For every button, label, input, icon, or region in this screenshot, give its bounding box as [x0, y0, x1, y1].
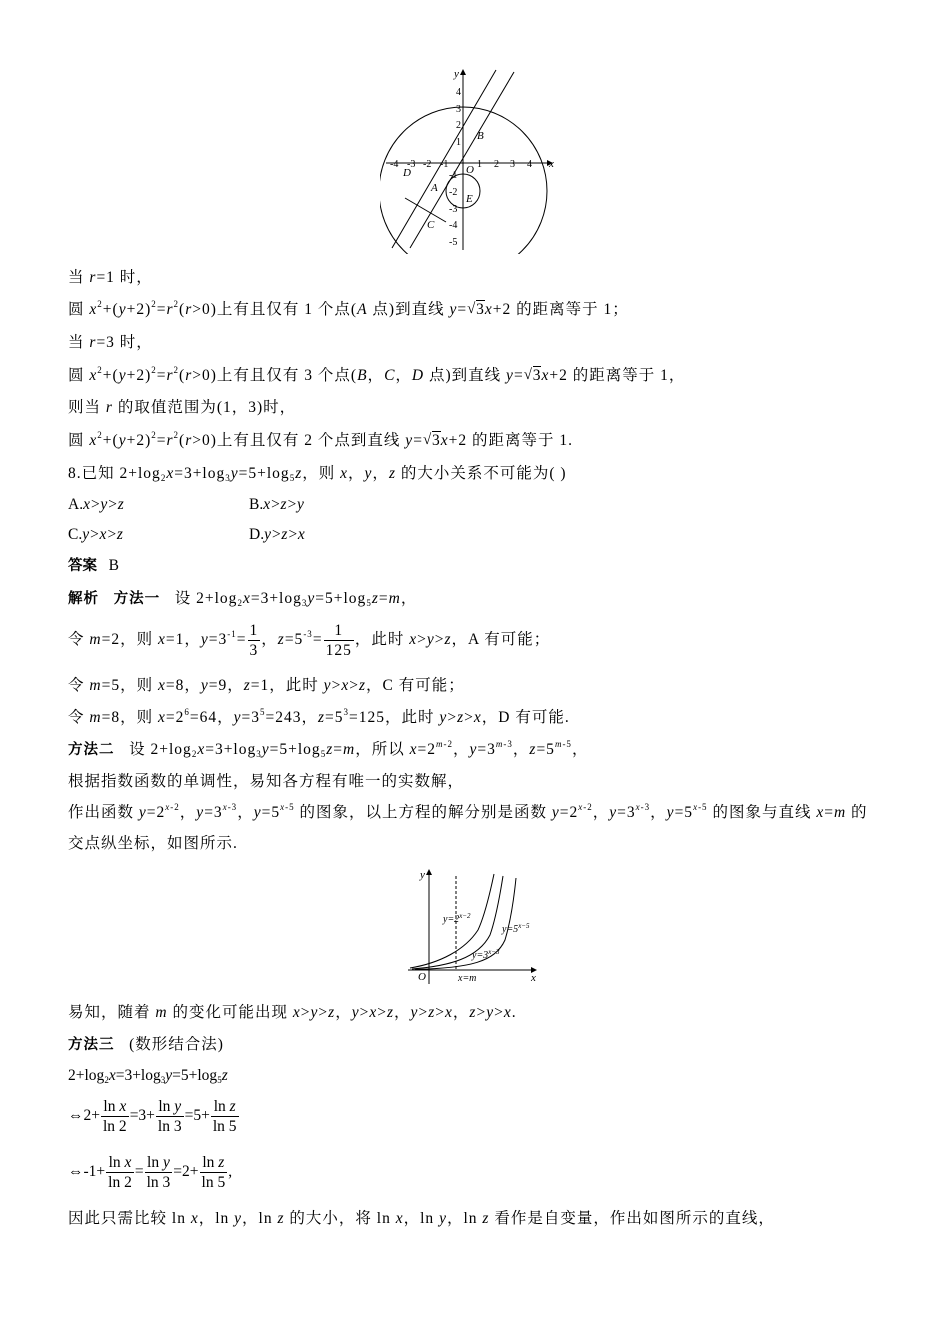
point-d-label: D	[403, 167, 411, 179]
point-a-label: A	[431, 182, 438, 194]
point-b-label: B	[477, 130, 484, 142]
label-x-m: x=m	[458, 973, 477, 984]
line-r-range: 则当 r 的取值范围为(1，3)时，	[68, 399, 297, 416]
fig2-x-label: x	[531, 972, 536, 984]
fig1-ytick: -1	[449, 170, 458, 181]
label-3: $y=3^{x-3}$	[472, 948, 500, 961]
eq-log: $2+\log_2x=3+\log_3y=5+\log_5z$	[68, 1067, 228, 1085]
line-r3: 当 r=3 时，	[68, 334, 153, 351]
option-b: B.x>z>y	[249, 496, 304, 513]
figure-circle-lines	[380, 64, 570, 254]
easy-line: 易知，随着 m 的变化可能出现 x>y>z，y>x>z，y>z>x，z>y>x.	[68, 1004, 517, 1021]
fig1-xtick: 3	[510, 159, 515, 170]
method2: 方法二 设 $2+\log_2x=3+\log_3y=5+\log_5z=m$，所以 $x=2^{m-2}$，$y=3^{m-3}$，$z=5^{m-5}$，	[68, 739, 589, 759]
perp-segment	[405, 198, 446, 222]
fig1-xtick: -4	[390, 159, 399, 170]
fig1-xtick: -1	[440, 159, 449, 170]
option-c: C.y>x>z	[68, 526, 123, 543]
line-r1: 当 r=1 时，	[68, 269, 153, 286]
fig1-xtick: 4	[527, 159, 532, 170]
question-8: 8.已知 $2+\log_2x=3+\log_3y=5+\log_5z$，则 x，y，z 的大小关系不可能为( )	[68, 465, 567, 483]
monotonic-line: 根据指数函数的单调性，易知各方程有唯一的实数解，	[68, 773, 465, 790]
figure-exponential	[405, 866, 545, 988]
intersect-line: 交点纵坐标，如图所示.	[68, 835, 238, 852]
fig1-origin: O	[466, 164, 474, 176]
fig1-ytick: -5	[449, 237, 458, 248]
fig1-ytick: 1	[456, 137, 461, 148]
fig1-y-label: y	[454, 68, 459, 80]
line-circle-2: 圆 $x^2+(y+2)^2=r^2(r>0)$上有且仅有 2 个点到直线 y= √ 3x+2 的距离等于 1.	[68, 430, 573, 449]
case-m2: 令 m=2，则 x=1，$y=3^{-1}=$ $\frac{1}{3}$ ，$z=5^{-3}=$ $\frac{1}{125}$ ，此时 x>y>z，A 有可能；	[68, 621, 551, 659]
fig2-origin: O	[418, 971, 426, 983]
fig1-x-label: x	[549, 158, 554, 170]
solution-method1: 解析 方法一 设 $2+\log_2x=3+\log_3y=5+\log_5z=m$，	[68, 590, 418, 608]
last-line: 因此只需比较 ln x，ln y，ln z 的大小，将 ln x，ln y，ln z 看作是自变量，作出如图所示的直线，	[68, 1210, 775, 1227]
fig1-ytick: -3	[449, 204, 458, 215]
fig2-y-label: y	[420, 869, 425, 881]
label-2: $y=2^{x-2}$	[443, 912, 471, 925]
fig1-xtick: 1	[477, 159, 482, 170]
case-m8: 令 m=8，则 $x=2^6=64$，$y=3^5=243$，$z=5^3=125$，此时 y>z>x，D 有可能.	[68, 707, 570, 726]
option-a: A.x>y>z	[68, 496, 124, 513]
case-m5: 令 m=5，则 x=8，y=9，z=1，此时 y>x>z，C 有可能；	[68, 677, 465, 694]
fig1-ytick: -4	[449, 220, 458, 231]
fig1-xtick: 2	[494, 159, 499, 170]
point-c-label: C	[427, 219, 435, 231]
eq-ln-2: ⇔-1+ $\frac{\text{ln x}}{\ln 2}$ = $\frac{\text{ln y}}{\ln 3}$ =2+ $\frac{\text{ln z}}{\ln 5}$ ,	[68, 1153, 233, 1191]
method3: 方法三 (数形结合法)	[68, 1036, 224, 1053]
point-e-label: E	[466, 193, 473, 205]
answer-label: 答案	[68, 558, 97, 574]
fig1-ytick: 2	[456, 120, 461, 131]
answer-line: 答案 B	[68, 557, 119, 574]
fig1-ytick: 4	[456, 87, 461, 98]
option-d: D.y>z>x	[249, 526, 305, 543]
fig1-xtick: -3	[407, 159, 416, 170]
label-5: $y=5^{x-5}$	[502, 922, 530, 935]
fig1-ytick: -2	[449, 187, 458, 198]
fig1-xtick: -2	[423, 159, 432, 170]
line-circle-a: 圆 $x^2+(y+2)^2=r^2(r>0)$上有且仅有 1 个点(A 点)到直线 y= √ 3x+2 的距离等于 1；	[68, 299, 629, 318]
eq-ln-1: ⇔2+ $\frac{\text{ln x}}{\ln 2}$ =3+ $\frac{\text{ln y}}{\ln 3}$ =5+ $\frac{\text{ln z}}{\ln 5}$	[68, 1097, 237, 1135]
fig1-ytick: 3	[456, 104, 461, 115]
draw-line: 作出函数 $y=2^{x-2}$，$y=3^{x-3}$，$y=5^{x-5}$ 的图象，以上方程的解分别是函数 $y=2^{x-2}$，$y=3^{x-3}$，$y=5^{x-5}$ 的图象与直线 x=m 的	[68, 802, 868, 821]
line-circle-bcd: 圆 $x^2+(y+2)^2=r^2(r>0)$上有且仅有 3 个点(B，C，D 点)到直线 y= √ 3x+2 的距离等于 1，	[68, 365, 686, 384]
